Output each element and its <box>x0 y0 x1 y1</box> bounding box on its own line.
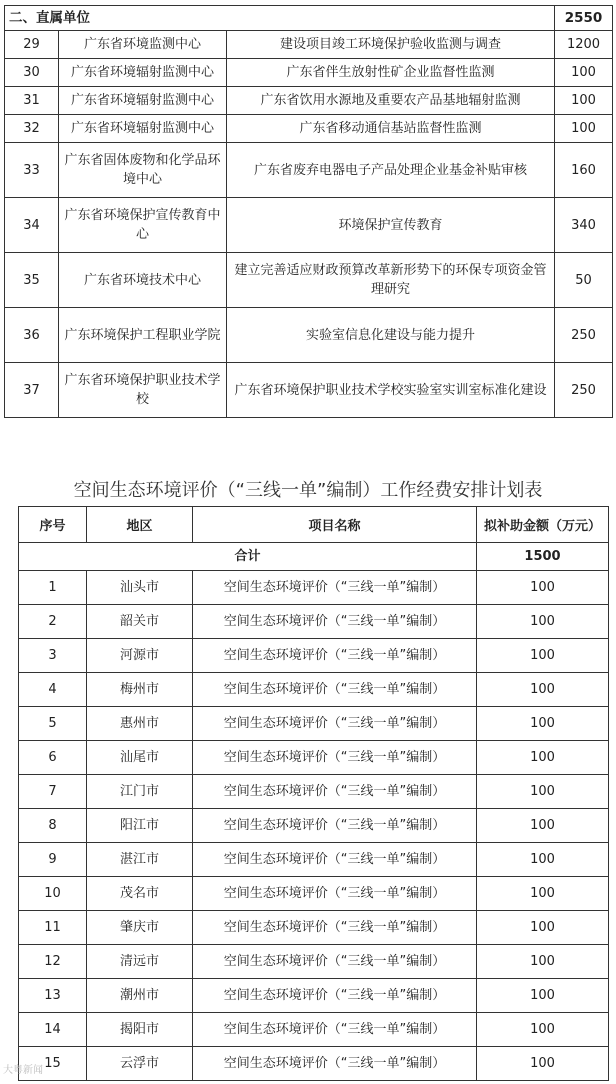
row-unit: 广东省环境保护职业技术学校 <box>59 363 227 418</box>
row-no: 3 <box>19 639 87 673</box>
funding-plan-table <box>18 506 609 1081</box>
row-project: 空间生态环境评价（“三线一单”编制） <box>193 843 477 877</box>
section-total: 2550 <box>555 6 613 31</box>
row-project: 空间生态环境评价（“三线一单”编制） <box>193 673 477 707</box>
row-project: 空间生态环境评价（“三线一单”编制） <box>193 1013 477 1047</box>
row-amount: 100 <box>477 605 609 639</box>
table-row <box>19 673 609 707</box>
row-no: 13 <box>19 979 87 1013</box>
row-no: 30 <box>5 59 59 87</box>
header-project: 项目名称 <box>193 507 477 543</box>
section-heading: 二、直属单位 <box>5 6 555 31</box>
row-unit: 广东省环境保护宣传教育中心 <box>59 198 227 253</box>
row-no: 12 <box>19 945 87 979</box>
row-amount: 100 <box>555 59 613 87</box>
row-no: 37 <box>5 363 59 418</box>
table-row <box>19 1047 609 1081</box>
table-row <box>19 605 609 639</box>
row-region: 惠州市 <box>87 707 193 741</box>
row-amount: 100 <box>477 1013 609 1047</box>
header-region: 地区 <box>87 507 193 543</box>
header-row <box>19 507 609 543</box>
table-row <box>5 198 613 253</box>
row-amount: 100 <box>477 1047 609 1081</box>
row-no: 34 <box>5 198 59 253</box>
row-unit: 广东省固体废物和化学品环境中心 <box>59 143 227 198</box>
row-project: 实验室信息化建设与能力提升 <box>227 308 555 363</box>
table-row <box>19 707 609 741</box>
table-row <box>19 877 609 911</box>
table-row <box>5 59 613 87</box>
row-project: 建设项目竣工环境保护验收监测与调查 <box>227 31 555 59</box>
table-row <box>5 363 613 418</box>
row-project: 空间生态环境评价（“三线一单”编制） <box>193 979 477 1013</box>
row-amount: 100 <box>477 809 609 843</box>
row-no: 14 <box>19 1013 87 1047</box>
total-row <box>19 543 609 571</box>
row-no: 35 <box>5 253 59 308</box>
row-amount: 340 <box>555 198 613 253</box>
row-project: 空间生态环境评价（“三线一单”编制） <box>193 639 477 673</box>
table-row <box>19 843 609 877</box>
table-row <box>19 639 609 673</box>
header-no: 序号 <box>19 507 87 543</box>
row-no: 29 <box>5 31 59 59</box>
row-unit: 广东省环境辐射监测中心 <box>59 87 227 115</box>
table-row <box>19 741 609 775</box>
row-amount: 100 <box>477 843 609 877</box>
row-unit: 广东省环境辐射监测中心 <box>59 59 227 87</box>
row-no: 11 <box>19 911 87 945</box>
row-amount: 250 <box>555 308 613 363</box>
row-region: 阳江市 <box>87 809 193 843</box>
row-region: 河源市 <box>87 639 193 673</box>
row-unit: 广东省环境辐射监测中心 <box>59 115 227 143</box>
row-region: 云浮市 <box>87 1047 193 1081</box>
row-amount: 100 <box>477 741 609 775</box>
table-row <box>19 809 609 843</box>
row-project: 空间生态环境评价（“三线一单”编制） <box>193 775 477 809</box>
row-no: 9 <box>19 843 87 877</box>
row-project: 空间生态环境评价（“三线一单”编制） <box>193 605 477 639</box>
row-project: 空间生态环境评价（“三线一单”编制） <box>193 571 477 605</box>
row-no: 10 <box>19 877 87 911</box>
row-region: 韶关市 <box>87 605 193 639</box>
row-no: 2 <box>19 605 87 639</box>
table-row <box>19 1013 609 1047</box>
table-title: 空间生态环境评价（“三线一单”编制）工作经费安排计划表 <box>73 480 543 501</box>
row-no: 31 <box>5 87 59 115</box>
row-project: 广东省环境保护职业技术学校实验室实训室标准化建设 <box>227 363 555 418</box>
table-row <box>5 87 613 115</box>
total-label: 合计 <box>19 543 477 571</box>
row-no: 33 <box>5 143 59 198</box>
row-region: 揭阳市 <box>87 1013 193 1047</box>
row-amount: 100 <box>477 707 609 741</box>
row-amount: 250 <box>555 363 613 418</box>
row-project: 广东省饮用水源地及重要农产品基地辐射监测 <box>227 87 555 115</box>
row-region: 汕头市 <box>87 571 193 605</box>
table-row <box>5 253 613 308</box>
table-row <box>5 143 613 198</box>
row-region: 汕尾市 <box>87 741 193 775</box>
row-project: 空间生态环境评价（“三线一单”编制） <box>193 1047 477 1081</box>
row-project: 空间生态环境评价（“三线一单”编制） <box>193 809 477 843</box>
row-project: 环境保护宣传教育 <box>227 198 555 253</box>
row-no: 1 <box>19 571 87 605</box>
row-amount: 100 <box>477 979 609 1013</box>
row-project: 广东省伴生放射性矿企业监督性监测 <box>227 59 555 87</box>
row-project: 空间生态环境评价（“三线一单”编制） <box>193 945 477 979</box>
row-amount: 100 <box>477 673 609 707</box>
table-row <box>5 31 613 59</box>
row-amount: 100 <box>477 775 609 809</box>
table-row <box>19 911 609 945</box>
row-no: 36 <box>5 308 59 363</box>
watermark: 大粤新闻 <box>3 1065 43 1076</box>
row-project: 空间生态环境评价（“三线一单”编制） <box>193 741 477 775</box>
row-amount: 100 <box>477 571 609 605</box>
row-no: 6 <box>19 741 87 775</box>
row-unit: 广东省环境技术中心 <box>59 253 227 308</box>
row-project: 空间生态环境评价（“三线一单”编制） <box>193 707 477 741</box>
row-project: 空间生态环境评价（“三线一单”编制） <box>193 911 477 945</box>
row-amount: 100 <box>555 115 613 143</box>
row-unit: 广东省环境监测中心 <box>59 31 227 59</box>
table-row <box>5 115 613 143</box>
row-project: 建立完善适应财政预算改革新形势下的环保专项资金管理研究 <box>227 253 555 308</box>
row-project: 空间生态环境评价（“三线一单”编制） <box>193 877 477 911</box>
row-amount: 100 <box>477 911 609 945</box>
row-amount: 100 <box>555 87 613 115</box>
row-no: 8 <box>19 809 87 843</box>
direct-units-table <box>4 5 613 418</box>
row-no: 4 <box>19 673 87 707</box>
row-region: 清远市 <box>87 945 193 979</box>
row-amount: 100 <box>477 877 609 911</box>
row-amount: 50 <box>555 253 613 308</box>
table-row <box>19 979 609 1013</box>
row-no: 15 <box>19 1047 87 1081</box>
row-amount: 160 <box>555 143 613 198</box>
row-region: 江门市 <box>87 775 193 809</box>
total-value: 1500 <box>477 543 609 571</box>
section-heading-row <box>5 6 613 31</box>
row-region: 肇庆市 <box>87 911 193 945</box>
row-region: 潮州市 <box>87 979 193 1013</box>
header-amount: 拟补助金额（万元） <box>477 507 609 543</box>
row-amount: 1200 <box>555 31 613 59</box>
row-amount: 100 <box>477 945 609 979</box>
table-row <box>19 571 609 605</box>
row-no: 32 <box>5 115 59 143</box>
row-region: 茂名市 <box>87 877 193 911</box>
row-no: 7 <box>19 775 87 809</box>
row-no: 5 <box>19 707 87 741</box>
row-project: 广东省废弃电器电子产品处理企业基金补贴审核 <box>227 143 555 198</box>
table-row <box>19 775 609 809</box>
table-row <box>5 308 613 363</box>
row-region: 湛江市 <box>87 843 193 877</box>
row-amount: 100 <box>477 639 609 673</box>
row-unit: 广东环境保护工程职业学院 <box>59 308 227 363</box>
row-region: 梅州市 <box>87 673 193 707</box>
table-row <box>19 945 609 979</box>
row-project: 广东省移动通信基站监督性监测 <box>227 115 555 143</box>
